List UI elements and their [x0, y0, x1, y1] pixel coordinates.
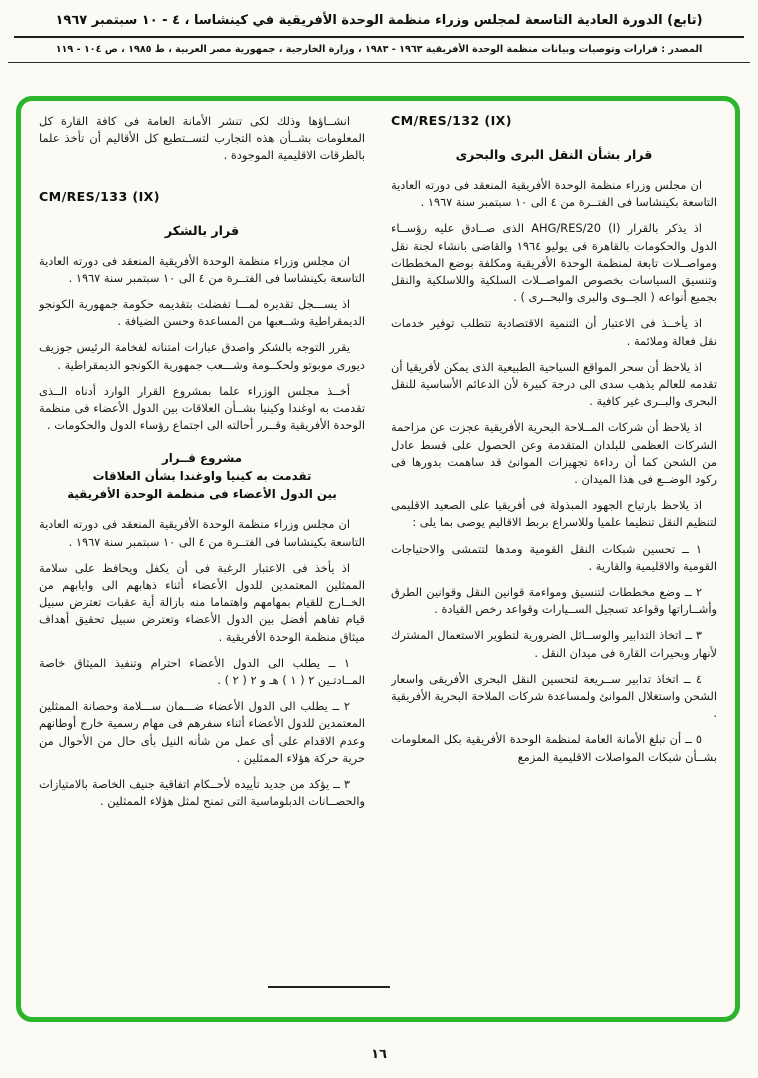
paragraph: اذ يأخذ فى الاعتبار الرغبة فى أن يكفل ويحافظ على سلامة الممثلين المعتمدين للدول الأعضاء أثناء ذهابهم الى وايابهم من الخــارج للقيام بمهامهم واهتماما منه بازالة أية عقبات تعترض سبيل قيام تفاهم أفضل بين الدول الأعضاء وتعترض سبيل تحقيق أهداف ميثاق منظمة الوحدة الأفريقية .: [39, 560, 365, 644]
paragraph: ان مجلس وزراء منظمة الوحدة الأفريقية المنعقد فى دورته العادية التاسعة بكينشاسا فى الفتــرة من ٤ الى ١٠ سبتمبر سنة ١٩٦٧ .: [391, 178, 717, 210]
list-item: ١ ــ يطلب الى الدول الأعضاء احترام وتنفيذ الميثاق خاصة المــادتـين ٢ ( ١ ) هـ و ٢ ( ٢ ) .: [39, 655, 365, 688]
list-item: ٣ ــ اتخاذ التدابير والوســائل الضرورية لتطوير الاستعمال المشترك لأنهار وبحيرات القارة فى ميدان النقل .: [391, 628, 717, 660]
session-title: (تابع) الدورة العادية التاسعة لمجلس وزراء منظمة الوحدة الأفريقية في كينشاسا ، ٤ - ١٠ سبتمبر ١٩٦٧: [55, 13, 703, 28]
continuation-paragraph: انشــاؤها وذلك لكى تنشر الأمانة العامة فى كافة القارة كل المعلومات بشــأن هذه التجارب لتســتطيع كل الأقاليم أن تأخذ علما بالطرقات الاقليمية الموجودة .: [39, 114, 365, 163]
resolution-132-title: قرار بشأن النقل البرى والبحرى: [455, 147, 653, 162]
draft-title-line: مشروع قــرار: [161, 451, 243, 466]
paragraph: اذ يلاحظ أن سحر المواقع السياحية الطبيعية الذى يمكن لأفريقيا أن تقدمه للعالم يذهب سدى الى درجة كبيرة لأن الدعائم الأساسية للنقل البحرى والبــرى غير كافية .: [391, 359, 717, 409]
footnote-rule: [268, 986, 390, 988]
paragraph: ان مجلس وزراء منظمة الوحدة الأفريقية المنعقد فى دورته العادية التاسعة بكينشاسا فى الفتــرة من ٤ الى ١٠ سبتمبر سنة ١٩٦٧ .: [39, 253, 365, 285]
paragraph: اذ يلاحظ أن شركات المــلاحة البحرية الأفريقية عجزت عن مزاحمة الشركات العظمى للبلدان المتقدمة وعن الحصول على قسط عادل من الشحن كما أن رداءة تجهيزات الموانئ قد ساهمت بدورها فى ركود الوضــع فى هذا الميدان .: [391, 420, 717, 487]
list-item: ١ ــ تحسين شبكات النقل القومية ومدها لتتمشى والاحتياجات القومية والاقليمية والقارية .: [391, 541, 717, 573]
draft-resolution-title: [39, 449, 365, 503]
paragraph: يقرر التوجه بالشكر واصدق عبارات امتنانه لفخامة الرئيس جوزيف ديورى موبوتو ولحكــومة وشـــعب جمهورية الكونجو الديمقراطية .: [39, 340, 365, 372]
source-citation: المصدر : قرارات وتوصيات وبيانات منظمة الوحدة الأفريقية ١٩٦٣ - ١٩٨٣ ، وزارة الخارجية ، جمهورية مصر العربية ، ط ١٩٨٥ ، ص ١٠٤ - ١١٩: [55, 44, 703, 55]
draft-title-line: بين الدول الأعضاء فى منظمة الوحدة الأفريقية: [67, 487, 337, 502]
paragraph: اذ يلاحظ بارتياح الجهود المبذولة فى أفريقيا على الصعيد الاقليمى لتنظيم النقل تنظيما علميا وللاسراع بربط الاقاليم يوصى بما يلى :: [391, 498, 717, 530]
resolution-132-ref: CM/RES/132 (IX): [391, 113, 512, 128]
list-item: ٤ ــ اتخاذ تدابير ســريعة لتحسين النقل البحرى الأفريقى واسعار الشحن واستغلال الموانئ ولمساعدة شركات الملاحة البحرية الأفريقية .: [391, 671, 717, 721]
paragraph: ان مجلس وزراء منظمة الوحدة الأفريقية المنعقد فى دورته العادية التاسعة بكينشاسا فى الفتــرة من ٤ الى ١٠ سبتمبر سنة ١٩٦٧ .: [39, 517, 365, 549]
green-border-content-box: [16, 96, 740, 1022]
two-column-layout: [39, 113, 717, 1009]
resolution-133-ref: CM/RES/133 (IX): [39, 188, 160, 204]
column-right: [391, 113, 717, 1009]
header-divider-top: [14, 36, 744, 38]
header-divider-bottom: [8, 62, 750, 63]
column-left: [39, 113, 365, 1009]
list-item: ٣ ــ يؤكد من جديد تأييده لأحــكام اتفاقية جنيف الخاصة بالامتيازات والحصــانات الدبلوماسية التى تمنح لمثل هؤلاء الممثلين .: [39, 777, 365, 809]
list-item: ٢ ــ يطلب الى الدول الأعضاء ضـــمان ســـلامة وحصانة الممثلين المعتمدين للدول الأعضاء أثناء سفرهم فى مهام رسمية خارج أوطانهم وعدم الاقدام على أى عمل من شأنه النيل بأى حال من الأحوال من حرية حركة هؤلاء الممثلين .: [39, 699, 365, 765]
list-item: ٥ ــ أن تبلغ الأمانة العامة لمنظمة الوحدة الأفريقية بكل المعلومات بشــأن شبكات المواصلات الاقليمية المزمع: [391, 732, 717, 764]
page-number: ١٦: [371, 1047, 387, 1062]
page-header: [0, 0, 758, 63]
paragraph: اذ يأخــذ فى الاعتبار أن التنمية الاقتصادية تتطلب توفير خدمات نقل فعالة وملائمة .: [391, 316, 717, 348]
paragraph: أخــذ مجلس الوزراء علما بمشروع القرار الوارد أدناه الــذى تقدمت به اوغندا وكينيا بشــأن العلاقات بين الدول الأعضاء فى منظمة الوحدة الأفريقية وقــرر أحالته الى اجتماع رؤساء الدول والحكومات .: [39, 383, 365, 433]
draft-title-line: تقدمت به كينيا واوغندا بشأن العلاقات: [92, 469, 312, 484]
paragraph: اذ يذكر بالقرار ‎AHG/RES/20 (I)‎ الذى صــادق عليه رؤســاء الدول والحكومات بالقاهرة فى يوليو ١٩٦٤ والقاضى بانشاء لجنة نقل ومواصــلات تابعة لمنظمة الوحدة الأفريقية ومكلفة بوضع المخططات وتنسيق السياسات بخصوص المواصــلات السلكية واللاسلكية والنقل بجميع أنواعه ( الجــوى والبرى والبحــرى ) .: [391, 221, 717, 305]
list-item: ٢ ــ وضع مخططات لتنسيق ومواءمة قوانين النقل وقوانين الطرق وأشــاراتها وقواعد تسجيل الســيارات وقواعد رخص القيادة .: [391, 585, 717, 617]
paragraph: اذ يســـجل تقديره لمـــا تفضلت بتقديمه حكومة جمهورية الكونجو الديمقراطية وشــعبها من المساعدة وحسن الضيافة .: [39, 297, 365, 329]
resolution-133-title: قرار بالشكر: [164, 222, 240, 238]
